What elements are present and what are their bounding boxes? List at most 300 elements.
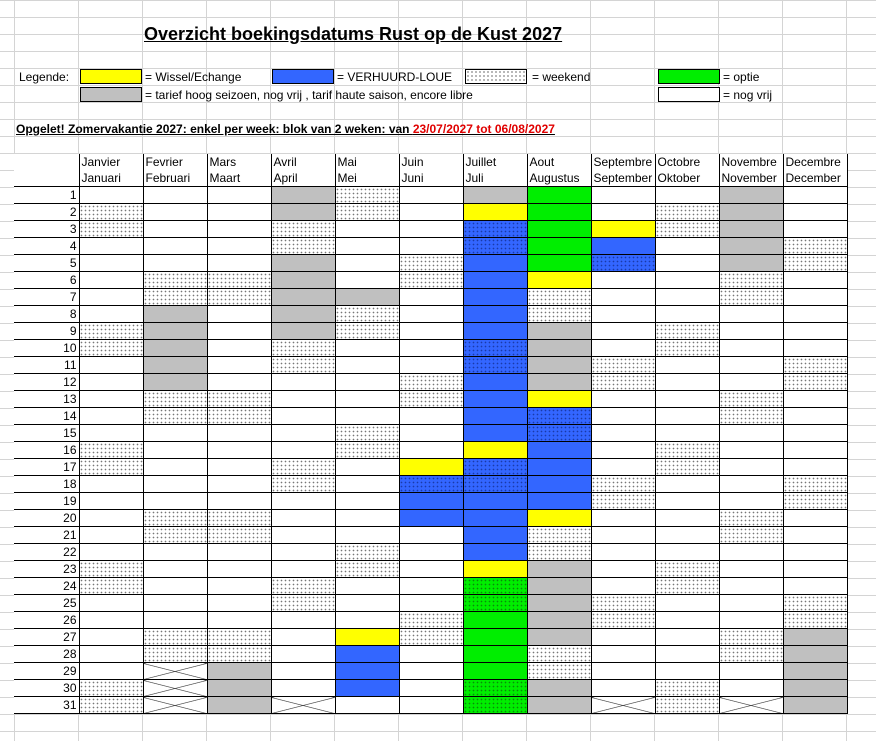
day-cell[interactable] [335,476,399,493]
day-cell[interactable] [591,442,655,459]
day-cell[interactable] [79,425,143,442]
day-cell[interactable] [399,527,463,544]
day-cell[interactable] [399,272,463,289]
day-cell[interactable] [335,425,399,442]
day-cell[interactable] [591,187,655,204]
day-cell[interactable] [79,646,143,663]
day-cell[interactable] [527,255,591,272]
day-cell[interactable] [463,544,527,561]
day-cell[interactable] [719,408,783,425]
day-cell[interactable] [79,629,143,646]
day-cell[interactable] [463,629,527,646]
day-cell[interactable] [463,442,527,459]
day-cell[interactable] [207,697,271,714]
day-cell[interactable] [655,493,719,510]
day-cell[interactable] [399,697,463,714]
day-cell[interactable] [783,476,847,493]
day-cell[interactable] [655,187,719,204]
day-cell[interactable] [591,476,655,493]
day-cell[interactable] [527,204,591,221]
day-cell[interactable] [143,459,207,476]
day-cell[interactable] [207,561,271,578]
day-cell[interactable] [399,646,463,663]
day-cell[interactable] [527,459,591,476]
day-cell[interactable] [399,578,463,595]
day-cell[interactable] [463,255,527,272]
day-cell[interactable] [527,357,591,374]
day-cell[interactable] [399,221,463,238]
day-cell[interactable] [207,612,271,629]
day-cell[interactable] [655,697,719,714]
day-cell[interactable] [719,238,783,255]
day-cell[interactable] [591,680,655,697]
day-cell[interactable] [335,340,399,357]
day-cell[interactable] [207,221,271,238]
day-cell[interactable] [399,459,463,476]
day-cell[interactable] [783,510,847,527]
day-cell[interactable] [271,578,335,595]
day-cell[interactable] [399,408,463,425]
day-cell[interactable] [143,544,207,561]
day-cell[interactable] [463,646,527,663]
day-cell[interactable] [591,646,655,663]
day-cell[interactable] [79,272,143,289]
day-cell[interactable] [335,510,399,527]
day-cell[interactable] [143,425,207,442]
day-cell[interactable] [143,187,207,204]
day-cell[interactable] [79,476,143,493]
day-cell[interactable] [783,272,847,289]
day-cell[interactable] [79,561,143,578]
day-cell[interactable] [783,323,847,340]
day-cell[interactable] [719,578,783,595]
day-cell[interactable] [79,204,143,221]
day-cell[interactable] [335,204,399,221]
day-cell[interactable] [591,323,655,340]
day-cell[interactable] [335,238,399,255]
day-cell[interactable] [463,561,527,578]
day-cell[interactable] [527,442,591,459]
day-cell[interactable] [655,289,719,306]
day-cell[interactable] [527,646,591,663]
day-cell[interactable] [399,425,463,442]
day-cell[interactable] [79,697,143,714]
day-cell[interactable] [335,459,399,476]
day-cell[interactable] [207,663,271,680]
day-cell[interactable] [719,510,783,527]
day-cell[interactable] [335,612,399,629]
day-cell[interactable] [399,255,463,272]
day-cell[interactable] [591,544,655,561]
day-cell[interactable] [271,408,335,425]
day-cell[interactable] [463,612,527,629]
day-cell[interactable] [271,204,335,221]
day-cell[interactable] [143,629,207,646]
day-cell[interactable] [719,221,783,238]
day-cell[interactable] [527,629,591,646]
day-cell[interactable] [271,391,335,408]
day-cell[interactable] [335,697,399,714]
day-cell[interactable] [783,561,847,578]
day-cell[interactable] [591,612,655,629]
day-cell[interactable] [335,544,399,561]
day-cell[interactable] [655,272,719,289]
day-cell[interactable] [79,510,143,527]
day-cell[interactable] [591,306,655,323]
day-cell[interactable] [207,374,271,391]
day-cell[interactable] [143,663,207,680]
day-cell[interactable] [271,680,335,697]
day-cell[interactable] [527,697,591,714]
day-cell[interactable] [591,595,655,612]
day-cell[interactable] [399,442,463,459]
day-cell[interactable] [655,306,719,323]
day-cell[interactable] [463,187,527,204]
day-cell[interactable] [143,510,207,527]
day-cell[interactable] [271,272,335,289]
day-cell[interactable] [399,187,463,204]
day-cell[interactable] [719,561,783,578]
day-cell[interactable] [783,221,847,238]
day-cell[interactable] [463,272,527,289]
day-cell[interactable] [207,323,271,340]
day-cell[interactable] [271,476,335,493]
day-cell[interactable] [335,527,399,544]
day-cell[interactable] [399,612,463,629]
day-cell[interactable] [527,272,591,289]
day-cell[interactable] [655,544,719,561]
day-cell[interactable] [783,459,847,476]
day-cell[interactable] [463,697,527,714]
day-cell[interactable] [143,493,207,510]
day-cell[interactable] [271,442,335,459]
day-cell[interactable] [783,629,847,646]
day-cell[interactable] [207,629,271,646]
day-cell[interactable] [271,697,335,714]
day-cell[interactable] [271,646,335,663]
day-cell[interactable] [527,561,591,578]
day-cell[interactable] [207,476,271,493]
day-cell[interactable] [655,646,719,663]
day-cell[interactable] [335,629,399,646]
day-cell[interactable] [783,544,847,561]
day-cell[interactable] [783,187,847,204]
day-cell[interactable] [527,289,591,306]
day-cell[interactable] [207,493,271,510]
day-cell[interactable] [591,221,655,238]
day-cell[interactable] [783,357,847,374]
day-cell[interactable] [527,306,591,323]
day-cell[interactable] [271,238,335,255]
day-cell[interactable] [719,646,783,663]
day-cell[interactable] [527,374,591,391]
day-cell[interactable] [143,221,207,238]
day-cell[interactable] [463,289,527,306]
day-cell[interactable] [783,374,847,391]
day-cell[interactable] [271,561,335,578]
day-cell[interactable] [783,578,847,595]
day-cell[interactable] [783,527,847,544]
day-cell[interactable] [335,255,399,272]
day-cell[interactable] [719,255,783,272]
day-cell[interactable] [527,340,591,357]
day-cell[interactable] [591,561,655,578]
day-cell[interactable] [655,527,719,544]
day-cell[interactable] [143,357,207,374]
day-cell[interactable] [271,323,335,340]
day-cell[interactable] [591,425,655,442]
day-cell[interactable] [207,357,271,374]
day-cell[interactable] [527,493,591,510]
day-cell[interactable] [655,561,719,578]
day-cell[interactable] [783,595,847,612]
day-cell[interactable] [719,680,783,697]
day-cell[interactable] [655,340,719,357]
day-cell[interactable] [719,425,783,442]
day-cell[interactable] [399,374,463,391]
day-cell[interactable] [783,442,847,459]
day-cell[interactable] [271,663,335,680]
day-cell[interactable] [143,408,207,425]
day-cell[interactable] [783,238,847,255]
day-cell[interactable] [463,340,527,357]
day-cell[interactable] [335,663,399,680]
day-cell[interactable] [591,629,655,646]
day-cell[interactable] [271,340,335,357]
day-cell[interactable] [79,408,143,425]
day-cell[interactable] [655,374,719,391]
day-cell[interactable] [527,323,591,340]
day-cell[interactable] [591,697,655,714]
day-cell[interactable] [399,680,463,697]
day-cell[interactable] [207,408,271,425]
day-cell[interactable] [463,374,527,391]
day-cell[interactable] [207,340,271,357]
day-cell[interactable] [399,544,463,561]
day-cell[interactable] [655,442,719,459]
day-cell[interactable] [591,340,655,357]
day-cell[interactable] [207,238,271,255]
day-cell[interactable] [335,272,399,289]
day-cell[interactable] [399,204,463,221]
day-cell[interactable] [143,238,207,255]
day-cell[interactable] [399,595,463,612]
day-cell[interactable] [591,578,655,595]
day-cell[interactable] [655,323,719,340]
day-cell[interactable] [591,272,655,289]
day-cell[interactable] [143,323,207,340]
day-cell[interactable] [655,663,719,680]
day-cell[interactable] [399,238,463,255]
day-cell[interactable] [719,629,783,646]
day-cell[interactable] [79,391,143,408]
day-cell[interactable] [463,391,527,408]
day-cell[interactable] [591,204,655,221]
day-cell[interactable] [207,289,271,306]
day-cell[interactable] [719,289,783,306]
day-cell[interactable] [783,255,847,272]
day-cell[interactable] [655,238,719,255]
day-cell[interactable] [271,357,335,374]
day-cell[interactable] [335,578,399,595]
day-cell[interactable] [399,629,463,646]
day-cell[interactable] [399,323,463,340]
day-cell[interactable] [719,306,783,323]
day-cell[interactable] [719,476,783,493]
day-cell[interactable] [463,476,527,493]
day-cell[interactable] [399,476,463,493]
day-cell[interactable] [655,476,719,493]
day-cell[interactable] [143,289,207,306]
day-cell[interactable] [591,663,655,680]
day-cell[interactable] [527,680,591,697]
day-cell[interactable] [79,340,143,357]
day-cell[interactable] [463,238,527,255]
day-cell[interactable] [527,544,591,561]
day-cell[interactable] [143,561,207,578]
day-cell[interactable] [719,442,783,459]
day-cell[interactable] [655,425,719,442]
day-cell[interactable] [527,578,591,595]
day-cell[interactable] [399,510,463,527]
day-cell[interactable] [271,544,335,561]
day-cell[interactable] [207,255,271,272]
day-cell[interactable] [655,255,719,272]
day-cell[interactable] [783,408,847,425]
day-cell[interactable] [655,510,719,527]
day-cell[interactable] [527,663,591,680]
day-cell[interactable] [271,459,335,476]
day-cell[interactable] [719,374,783,391]
day-cell[interactable] [79,442,143,459]
day-cell[interactable] [719,323,783,340]
day-cell[interactable] [527,221,591,238]
day-cell[interactable] [527,476,591,493]
day-cell[interactable] [207,510,271,527]
day-cell[interactable] [591,391,655,408]
day-cell[interactable] [399,493,463,510]
day-cell[interactable] [783,289,847,306]
day-cell[interactable] [335,187,399,204]
day-cell[interactable] [79,255,143,272]
day-cell[interactable] [79,459,143,476]
day-cell[interactable] [591,527,655,544]
day-cell[interactable] [143,255,207,272]
day-cell[interactable] [655,680,719,697]
day-cell[interactable] [207,527,271,544]
day-cell[interactable] [271,255,335,272]
day-cell[interactable] [335,374,399,391]
day-cell[interactable] [271,595,335,612]
day-cell[interactable] [143,204,207,221]
day-cell[interactable] [143,646,207,663]
day-cell[interactable] [143,391,207,408]
day-cell[interactable] [463,323,527,340]
day-cell[interactable] [719,187,783,204]
day-cell[interactable] [783,612,847,629]
day-cell[interactable] [79,238,143,255]
day-cell[interactable] [527,510,591,527]
day-cell[interactable] [527,612,591,629]
day-cell[interactable] [335,442,399,459]
day-cell[interactable] [207,442,271,459]
day-cell[interactable] [271,527,335,544]
day-cell[interactable] [783,646,847,663]
day-cell[interactable] [655,204,719,221]
day-cell[interactable] [143,612,207,629]
day-cell[interactable] [527,527,591,544]
day-cell[interactable] [463,663,527,680]
day-cell[interactable] [271,493,335,510]
day-cell[interactable] [719,493,783,510]
day-cell[interactable] [719,697,783,714]
day-cell[interactable] [335,289,399,306]
day-cell[interactable] [719,204,783,221]
day-cell[interactable] [79,680,143,697]
day-cell[interactable] [79,221,143,238]
day-cell[interactable] [207,306,271,323]
day-cell[interactable] [207,680,271,697]
day-cell[interactable] [335,595,399,612]
day-cell[interactable] [207,187,271,204]
day-cell[interactable] [719,340,783,357]
day-cell[interactable] [527,408,591,425]
day-cell[interactable] [463,680,527,697]
day-cell[interactable] [399,340,463,357]
day-cell[interactable] [79,187,143,204]
day-cell[interactable] [399,306,463,323]
day-cell[interactable] [655,391,719,408]
day-cell[interactable] [463,204,527,221]
day-cell[interactable] [399,561,463,578]
day-cell[interactable] [335,391,399,408]
day-cell[interactable] [207,544,271,561]
day-cell[interactable] [527,425,591,442]
day-cell[interactable] [655,595,719,612]
day-cell[interactable] [79,527,143,544]
day-cell[interactable] [527,238,591,255]
day-cell[interactable] [271,612,335,629]
day-cell[interactable] [143,476,207,493]
day-cell[interactable] [463,357,527,374]
day-cell[interactable] [783,306,847,323]
day-cell[interactable] [719,357,783,374]
day-cell[interactable] [591,493,655,510]
day-cell[interactable] [335,408,399,425]
day-cell[interactable] [655,612,719,629]
day-cell[interactable] [783,425,847,442]
day-cell[interactable] [207,272,271,289]
day-cell[interactable] [655,357,719,374]
day-cell[interactable] [655,578,719,595]
day-cell[interactable] [591,374,655,391]
day-cell[interactable] [783,340,847,357]
day-cell[interactable] [399,391,463,408]
day-cell[interactable] [271,187,335,204]
day-cell[interactable] [463,595,527,612]
day-cell[interactable] [655,408,719,425]
day-cell[interactable] [719,272,783,289]
day-cell[interactable] [335,680,399,697]
day-cell[interactable] [591,255,655,272]
day-cell[interactable] [719,544,783,561]
day-cell[interactable] [591,408,655,425]
day-cell[interactable] [463,306,527,323]
day-cell[interactable] [463,527,527,544]
day-cell[interactable] [271,306,335,323]
day-cell[interactable] [79,374,143,391]
day-cell[interactable] [207,204,271,221]
